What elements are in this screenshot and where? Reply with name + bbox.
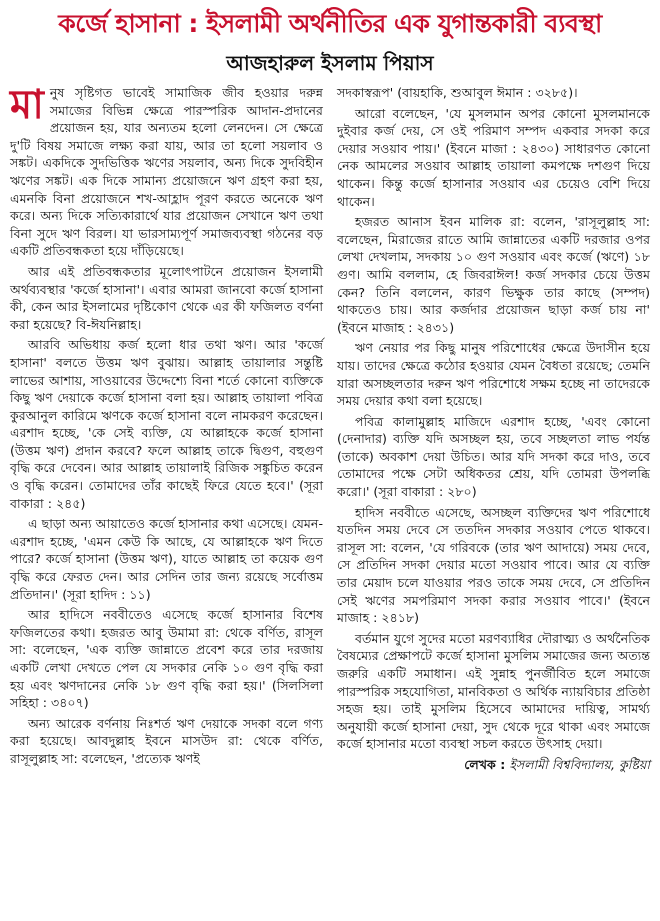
paragraph: এ ছাড়া অন্য আয়াতেও কর্জে হাসানার কথা এসেছে। যেমন- এরশাদ হচ্ছে, 'এমন কেউ কি আছে, যে আল্লাহকে ঋণ দিতে পারে? কর্জে হাসানা (উত্তম ঋণ), যাতে আল্লাহ তা কয়েক গুণ বৃদ্ধি করে ফেরত দেন। আর সেদিন তার জন্য রয়েছে সর্বোত্তম প্রতিদান।' (সূরা হাদিদ : ১১) [10, 516, 323, 602]
article-headline: কর্জে হাসানা : ইসলামী অর্থনীতির এক যুগান্তকারী ব্যবস্থা [58, 9, 602, 38]
paragraph: ঋণ নেয়ার পর কিছু মানুষ পরিশোধের ক্ষেত্রে উদাসীন হয়ে যায়। তাদের ক্ষেত্রে কঠোর হওয়ার যেমন বৈধতা রয়েছে; তেমনি যারা অসচ্ছলতার দরুন ঋণ পরিশোধে সক্ষম হচ্ছে না তাদেরকে সময় দেয়ার কথা বলা হয়েছে। [337, 340, 650, 409]
left-column [10, 84, 323, 774]
author-affiliation: ইসলামী বিশ্ববিদ্যালয়, কুষ্টিয়া [509, 756, 650, 772]
paragraph: সদকাস্বরূপ' (বায়হাকি, শুআবুল ঈমান : ৩২৮৫)। [337, 85, 578, 100]
author-label: লেখক : [464, 756, 506, 772]
article-byline: আজহারুল ইসলাম পিয়াস [226, 51, 434, 75]
paragraph: পবিত্র কালামুল্লাহ মাজিদে এরশাদ হচ্ছে, 'এবং কোনো (দেনাদার) ব্যক্তি যদি অসচ্ছল হয়, তবে সচ্ছলতা লাভ পর্যন্ত (তাকে) অবকাশ দেয়া উচিত। আর যদি সদকা করে দাও, তবে তোমাদের পক্ষে সেটা অধিকতর শ্রেয়, যদি তোমরা উপলব্ধি করো।' (সূরা বাকারা : ২৮০) [337, 413, 650, 500]
paragraph: আর হাদিসে নববীতেও এসেছে কর্জে হাসানার বিশেষ ফজিলতের কথা। হজরত আবু উমামা রা: থেকে বর্ণিত, রাসূল সা: বলেছেন, 'এক ব্যক্তি জান্নাতে প্রবেশ করে তার দরজায় একটি লেখা দেখতে পেল যে সদকার নেকি ১০ গুণ বৃদ্ধি করা হয় এবং ঋণদানের নেকি ১৮ গুণ বৃদ্ধি করা হয়।' (সিলসিলা সহিহা : ৩৪০৭) [10, 607, 323, 711]
paragraph: হাদিস নববীতে এসেছে, অসচ্ছল ব্যক্তিদের ঋণ পরিশোধে যতদিন সময় দেবে সে ততদিন সদকার সওয়াব পেতে থাকবে। রাসূল সা: বলেন, 'যে গরিবকে (তার ঋণ আদায়ে) সময় দেবে, সে প্রতিদিন সদকা দেয়ার মতো সওয়াব পাবে। আর যে ব্যক্তি তার মেয়াদ চলে যাওয়ার পরও তাকে সময় দেবে, সে প্রতিদিন সেই ঋণের সমপরিমাণ সদকা করার সওয়াব পাবে।' (ইবনে মাজাহ : ২৪১৮) [337, 504, 650, 626]
paragraph-text: নুষ সৃষ্টিগত ভাবেই সামাজিক জীব হওয়ার দরুন্ন সমাজের বিভিন্ন ক্ষেত্রে পারস্পরিক আদান-প্রদানের প্রয়োজন হয়, যার অন্যতম হলো লেনদেন। সে ক্ষেত্রে দু'টি বিষয় সমাজে লক্ষ্য করা যায়, আর তা হলো সয়লাব ও সঙ্কট। একদিকে সুদভিত্তিক ঋণের সয়লাব, অন্য দিকে সুদবিহীন ঋণের সঙ্কট। এক দিকে সামান্য প্রয়োজনে ঋণ গ্রহণ করা হয়, এমনকি বিনা প্রয়োজনে শখ-আহ্লাদ পূরণ করতে অনেকে ঋণ করে। অন্য দিকে সত্যিকারার্থে যার প্রয়োজন সেখানে ঋণ তথা বিনা সুদে ঋণ বিরল। যা ভারসাম্যপূর্ণ সমাজব্যবস্থা গঠনের বড় একটি প্রতিবন্ধকতা হয়ে দাঁড়িয়েছে। [10, 85, 323, 259]
paragraph: আর এই প্রতিবন্ধকতার মূলোৎপাটনে প্রয়োজন ইসলামী অর্থব্যবস্থার 'কর্জে হাসানা'। এবার আমরা জানবো কর্জে হাসানা কী, কেন আর ইসলামের দৃষ্টিকোণ থেকে এর কী ফজিলত বর্ণনা করা হয়েছে? বি-ঈযনিল্লাহ। [10, 263, 323, 332]
paragraph: অন্য আরেক বর্ণনায় নিঃশর্ত ঋণ দেয়াকে সদকা বলে গণ্য করা হয়েছে। আবদুল্লাহ ইবনে মাসউদ রা: থেকে বর্ণিত, রাসূলুল্লাহ সা: বলেছেন, 'প্রত্যেক ঋণই [10, 715, 323, 766]
paragraph [10, 84, 323, 260]
author-credit [337, 756, 650, 774]
drop-cap: মা [10, 82, 44, 128]
article-body [10, 84, 650, 774]
paragraph: হজরত আনাস ইবন মালিক রা: বলেন, 'রাসূলুল্লাহ সা: বলেছেন, মিরাজের রাতে আমি জান্নাতের একটি দরজার ওপর লেখা দেখলাম, সদকায় ১০ গুণ সওয়াব এবং কর্জে (ঋণে) ১৮ গুণ। আমি বললাম, হে জিবরাঈল! কর্জ সদকার চেয়ে উত্তম কেন? তিনি বললেন, কারণ ভিক্ষুক তার কাছে (সম্পদ) থাকতেও চায়। আর কর্জদার প্রয়োজন ছাড়া কর্জ চায় না' (ইবনে মাজাহ : ২৪৩১) [337, 214, 650, 335]
paragraph: আরো বলেছেন, 'যে মুসলমান অপর কোনো মুসলমানকে দুইবার কর্জ দেয়, সে ওই পরিমাণ সম্পদ একবার সদকা করে দেয়ার সওয়াব পায়।' (ইবনে মাজা : ২৪৩০) সাধারণত কোনো নেক আমলের সওয়াব আল্লাহ তায়ালা কমপক্ষে দশগুণ দিয়ে থাকেন। কিন্তু কর্জে হাসানার সওয়াব এর চেয়েও বেশি দিয়ে থাকেন। [337, 105, 650, 209]
right-column [337, 84, 650, 774]
paragraph: আরবি অভিধায় কর্জ হলো ধার তথা ঋণ। আর 'কর্জে হাসানা' বলতে উত্তম ঋণ বুঝায়। আল্লাহ তায়ালার সন্তুষ্টি লাভের আশায়, সাওয়াবের উদ্দেশ্যে বিনা শর্তে কোনো ব্যক্তিকে কিছু ঋণ দেয়াকে কর্জে হাসানা বলা হয়। আল্লাহ তায়ালা পবিত্র কুরআনুল কারিমে ঋণকে কর্জে হাসানা বলে নামকরণ করেছেন। এরশাদ হচ্ছে, 'কে সেই ব্যক্তি, যে আল্লাহকে কর্জে হাসানা (উত্তম ঋণ) প্রদান করবে? ফলে আল্লাহ তাকে দ্বিগুণ, বহুগুণ বৃদ্ধি করে দেবেন। আর আল্লাহ তায়ালাই রিজিক সঙ্কুচিত করেন ও বৃদ্ধি করেন। তোমাদের তাঁর কাছেই ফিরে যেতে হবে।' (সূরা বাকারা : ২৪৫) [10, 337, 323, 511]
paragraph: বর্তমান যুগে সুদের মতো মরণব্যাধির দৌরাত্ম্য ও অর্থনৈতিক বৈষম্যের প্রেক্ষাপটে কর্জে হাসানা মুসলিম সমাজের জন্য অত্যন্ত জরুরি একটি সমাধান। এই সুন্নাহ পুনর্জীবিত হলে সমাজে পারস্পরিক সহযোগিতা, মানবিকতা ও অর্থিক ন্যায়বিচার প্রতিষ্ঠা সহজ হয়। তাই মুসলিম হিসেবে আমাদের দায়িত্ব, সামর্থ্য অনুযায়ী কর্জে হাসানা দেয়া, সুদ থেকে দূরে থাকা এবং সমাজে কর্জে হাসানার মতো ব্যবস্থা সচল করতে উৎসাহ দেয়া। [337, 630, 650, 752]
